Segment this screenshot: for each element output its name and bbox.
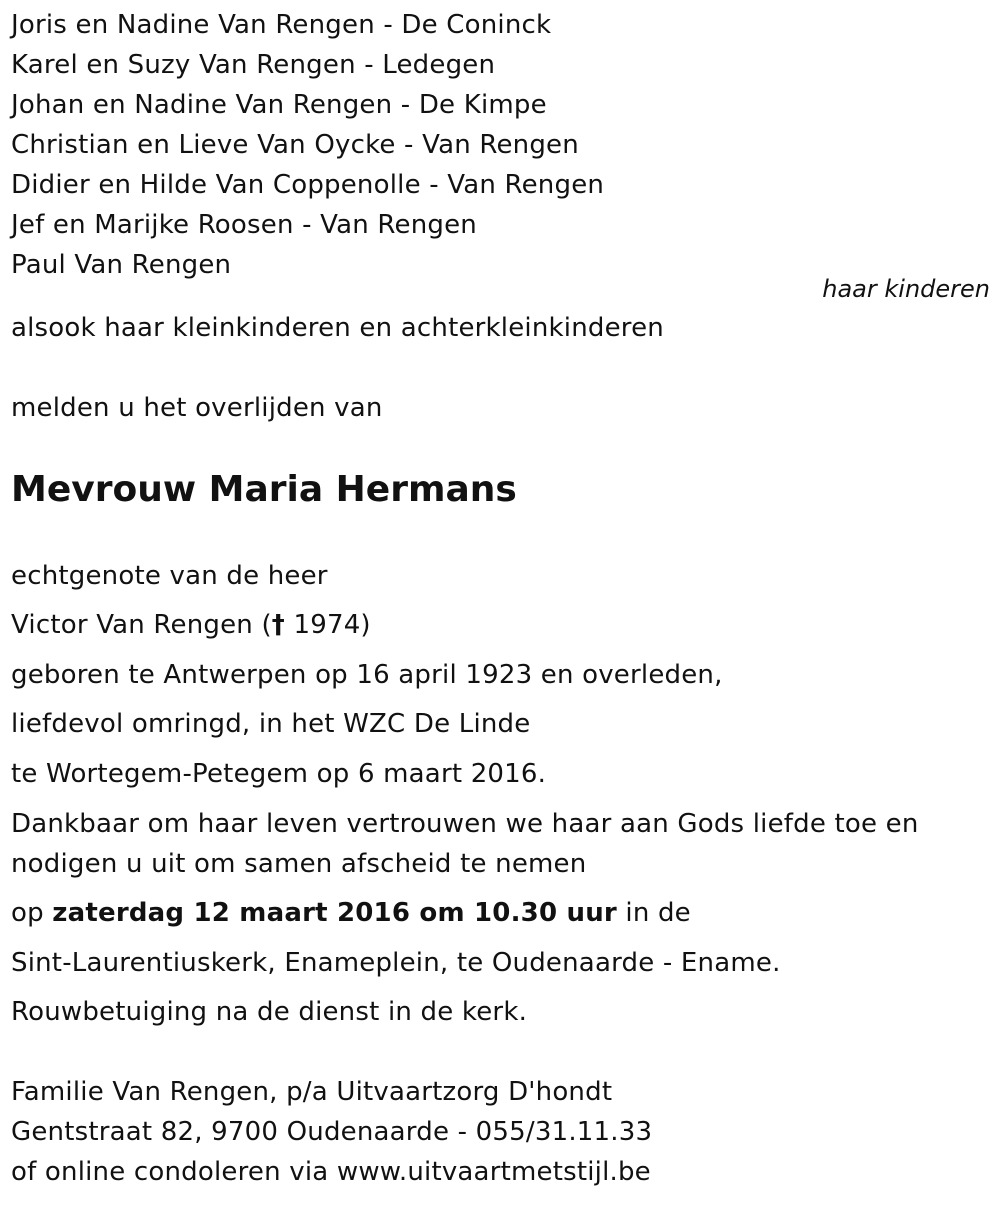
thanks-line-2: nodigen u uit om samen afscheid te nemen — [11, 849, 587, 879]
family-line-2: Karel en Suzy Van Rengen - Ledegen — [11, 50, 496, 80]
deceased-name: Mevrouw Maria Hermans — [11, 469, 517, 510]
service-date: zaterdag 12 maart 2016 om 10.30 uur — [52, 898, 617, 928]
cross-icon: † — [271, 610, 285, 640]
family-line-5: Didier en Hilde Van Coppenolle - Van Rengen — [11, 170, 605, 200]
service-suffix: in de — [616, 898, 691, 928]
children-label: haar kinderen — [822, 275, 990, 303]
spouse-line — [11, 610, 371, 640]
contact-line-1: Familie Van Rengen, p/a Uitvaartzorg D'hondt — [11, 1077, 613, 1107]
grandchildren-line: alsook haar kleinkinderen en achterkleinkinderen — [11, 313, 664, 343]
spouse-name: Victor Van Rengen ( — [11, 610, 272, 640]
spouse-death-year: 1974) — [285, 610, 371, 640]
birth-line: geboren te Antwerpen op 16 april 1923 en overleden, — [11, 660, 723, 690]
announce-line: melden u het overlijden van — [11, 393, 383, 423]
condolence-line: Rouwbetuiging na de dienst in de kerk. — [11, 997, 528, 1027]
church-line: Sint-Laurentiuskerk, Enameplein, te Oudenaarde - Ename. — [11, 948, 781, 978]
family-line-7: Paul Van Rengen — [11, 250, 232, 280]
care-line: liefdevol omringd, in het WZC De Linde — [11, 709, 531, 739]
contact-line-2: Gentstraat 82, 9700 Oudenaarde - 055/31.11.33 — [11, 1117, 653, 1147]
death-line: te Wortegem-Petegem op 6 maart 2016. — [11, 759, 547, 789]
service-line — [11, 898, 691, 928]
spouse-intro: echtgenote van de heer — [11, 561, 328, 591]
family-line-6: Jef en Marijke Roosen - Van Rengen — [11, 210, 477, 240]
family-line-3: Johan en Nadine Van Rengen - De Kimpe — [11, 90, 547, 120]
service-prefix: op — [11, 898, 53, 928]
family-line-4: Christian en Lieve Van Oycke - Van Rengen — [11, 130, 579, 160]
thanks-line-1: Dankbaar om haar leven vertrouwen we haar aan Gods liefde toe en — [11, 809, 919, 839]
family-line-1: Joris en Nadine Van Rengen - De Coninck — [11, 10, 552, 40]
contact-line-3: of online condoleren via www.uitvaartmetstijl.be — [11, 1157, 651, 1187]
